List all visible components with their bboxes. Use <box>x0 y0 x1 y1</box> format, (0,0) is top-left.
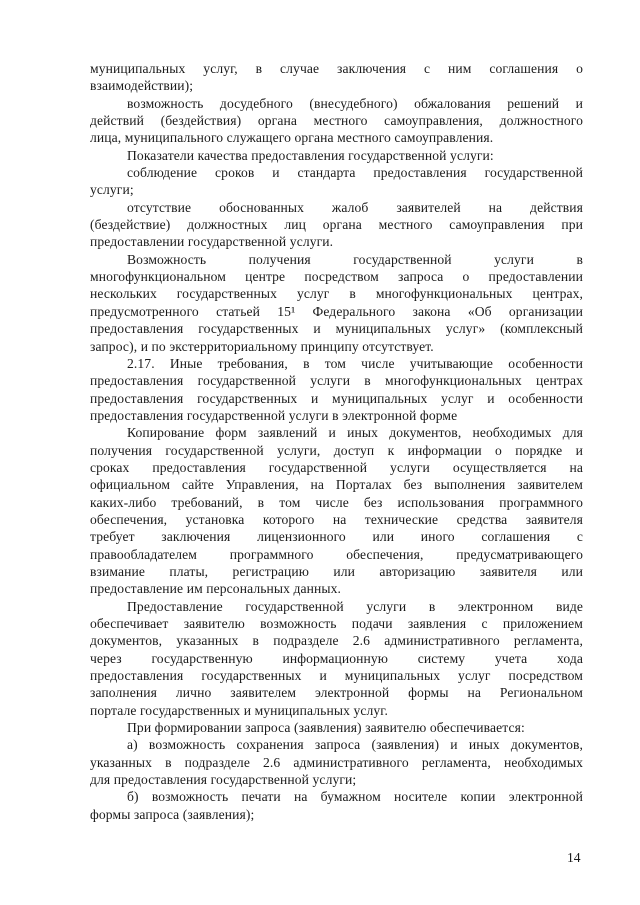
text-line: сроках предоставления государственной услуги осуществляется на <box>90 459 583 475</box>
text-line: предусмотренного статьей 15¹ Федерального закона «Об организации <box>90 303 583 319</box>
text-line: обеспечивает заявителю возможность подачи заявления с приложением <box>90 616 583 631</box>
text-line: заполнения лично заявителем электронной формы на Региональном <box>90 685 583 701</box>
text-line: портале государственных и муниципальных услуг. <box>90 702 388 718</box>
text-line: официальном сайте Управления, на Порталах без выполнения заявителем <box>90 477 583 493</box>
text-line: отсутствие обоснованных жалоб заявителей на действия <box>127 199 583 215</box>
text-line: предоставления государственных и муниципальных услуг посредством <box>90 668 583 684</box>
text-line: 2.17. Иные требования, в том числе учитывающие особенности <box>127 355 583 371</box>
text-line: взимание платы, регистрацию или авторизацию заявителя или <box>90 563 583 579</box>
text-line: многофункциональном центре посредством запроса о предоставлении <box>90 269 583 285</box>
text-line: формы запроса (заявления); <box>90 806 255 822</box>
text-line: получения государственной услуги, доступ к информации о порядке и <box>90 442 583 458</box>
text-line: услуги; <box>90 182 134 198</box>
text-line: предоставления государственной услуги в электронной форме <box>90 407 458 423</box>
text-line: предоставления государственной услуги в многофункциональных центрах <box>90 373 583 389</box>
text-line: муниципальных услуг, в случае заключения с ним соглашения о <box>90 61 583 76</box>
text-line: Возможность получения государственной услуги в <box>127 251 583 267</box>
text-line: соблюдение сроков и стандарта предоставления государственной <box>127 165 583 181</box>
text-line: для предоставления государственной услуги; <box>90 772 357 788</box>
text-line: б) возможность печати на бумажном носителе копии электронной <box>127 789 583 805</box>
text-line: обеспечения, установка которого на технические средства заявителя <box>90 511 583 527</box>
text-line: предоставление им персональных данных. <box>90 581 342 597</box>
text-line: правообладателем программного обеспечения, предусматривающего <box>90 546 583 562</box>
text-line: предоставлении государственной услуги. <box>90 234 334 250</box>
text-line: Копирование форм заявлений и иных документов, необходимых для <box>127 425 583 441</box>
page-number: 14 <box>567 850 581 865</box>
text-line: каких-либо требований, в том числе без использования программного <box>90 494 583 510</box>
text-line: Предоставление государственной услуги в электронном виде <box>127 598 583 614</box>
text-line: (бездействие) должностных лиц органа местного самоуправления при <box>90 217 583 233</box>
text-line: указанных в подразделе 2.6 административного регламента, необходимых <box>90 754 583 770</box>
document-body <box>90 60 583 823</box>
text-line: документов, указанных в подразделе 2.6 административного регламента, <box>90 633 583 649</box>
text-line: возможность досудебного (внесудебного) обжалования решений и <box>127 95 583 111</box>
text-line: запрос), и по экстерриториальному принципу отсутствует. <box>90 338 434 354</box>
text-line: Показатели качества предоставления государственной услуги: <box>127 147 494 163</box>
text-line: а) возможность сохранения запроса (заявления) и иных документов, <box>127 737 583 753</box>
text-line: требует заключения лицензионного или иного соглашения с <box>90 529 583 545</box>
text-line: При формировании запроса (заявления) заявителю обеспечивается: <box>127 720 525 736</box>
text-line: нескольких государственных услуг в многофункциональных центрах, <box>90 286 583 302</box>
text-line: через государственную информационную систему учета хода <box>90 650 583 666</box>
text-line: предоставления государственных и муниципальных услуг» (комплексный <box>90 321 583 337</box>
text-line: взаимодействии); <box>90 78 194 94</box>
text-line: предоставления государственных и муниципальных услуг и особенности <box>90 390 583 406</box>
text-line: лица, муниципального служащего органа местного самоуправления. <box>90 130 494 146</box>
text-line: действий (бездействия) органа местного самоуправления, должностного <box>90 113 583 129</box>
